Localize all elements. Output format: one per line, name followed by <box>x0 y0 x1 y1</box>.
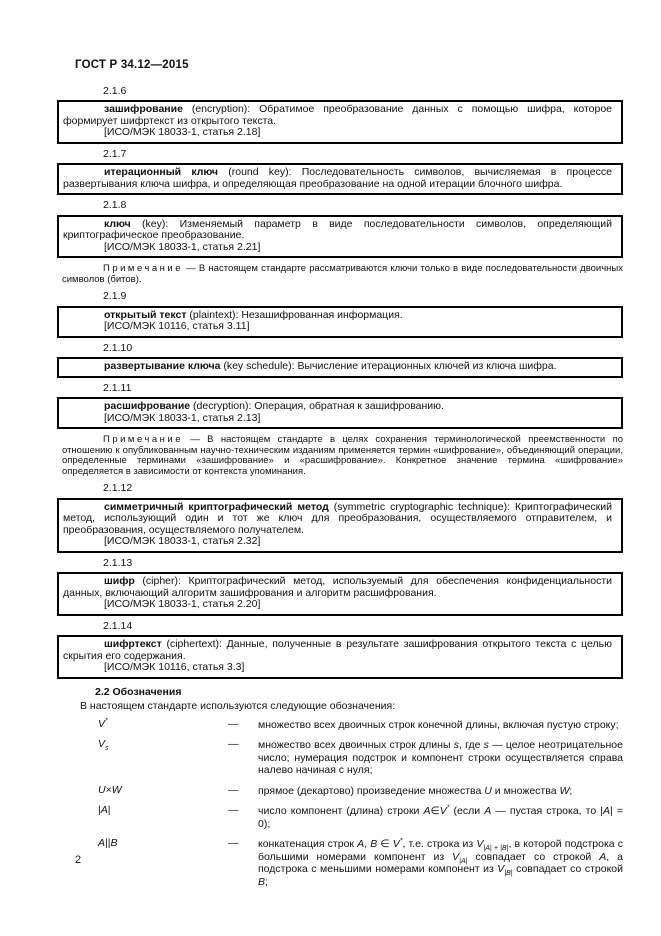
definition-body: (key): Изменяемый параметр в виде последовательности символов, определяющий криптографическое преобразование. <box>63 217 612 241</box>
definition-box <box>57 100 623 144</box>
note <box>62 435 623 477</box>
notation-description <box>258 805 623 830</box>
text-segment: B <box>258 875 266 888</box>
definition-term: ключ <box>104 217 131 230</box>
text-segment: * <box>446 804 450 812</box>
text-segment: , где <box>458 739 484 751</box>
notation-row <box>57 785 623 798</box>
definition-source: [ИСО/МЭК 10116, статья 3.3] <box>104 661 245 673</box>
definition-body: (plaintext): Незашифрованная информация. <box>186 308 403 321</box>
definition-box <box>57 357 623 378</box>
definition-body: (encryption): Обратимое преобразование данных с помощью шифра, которое формирует шифртекст из открытого текста. <box>63 103 612 127</box>
text-segment: A <box>100 804 108 816</box>
notation-description <box>258 838 623 888</box>
clause-number: 2.1.7 <box>103 147 127 160</box>
text-segment: ; <box>265 875 268 888</box>
clause-number: 2.1.13 <box>103 556 133 569</box>
definition-term: расшифрование <box>104 400 191 412</box>
notation-symbol <box>98 739 228 777</box>
definition-body: (round key): Последовательность символов, вычисляемая в процессе развертывания ключа шифра, и определяющая преобразование на одной итерации блочного шифра. <box>63 166 612 190</box>
document-title: ГОСТ Р 34.12—2015 <box>75 59 189 71</box>
definition-term: итерационный ключ <box>104 166 219 178</box>
clause-number: 2.1.11 <box>103 381 132 394</box>
text-segment: || <box>105 837 111 849</box>
definition-source: [ИСО/МЭК 18033-1, статья 2.21] <box>104 240 261 253</box>
text-segment: A <box>603 805 611 817</box>
text-segment: V <box>392 838 400 850</box>
clause-number: 2.1.14 <box>103 619 133 632</box>
text-segment: U <box>98 783 106 796</box>
text-segment: множество всех двоичных строк длины <box>258 739 454 751</box>
text-segment: V <box>497 863 505 875</box>
text-segment: A <box>484 805 492 817</box>
text-segment: множество всех двоичных строк конечной длины, включая пустую строку; <box>258 718 619 731</box>
definition-box <box>57 397 623 429</box>
definition-source: [ИСО/МЭК 18033-1, статья 2.13] <box>104 411 261 424</box>
definition-text <box>63 167 612 190</box>
definition-term: шифртекст <box>104 638 162 650</box>
text-segment: * <box>399 837 403 845</box>
text-segment: A <box>423 805 431 817</box>
text-segment: | = 0); <box>258 805 623 830</box>
text-segment: A <box>357 838 365 850</box>
notation-row <box>57 838 623 888</box>
definition-box <box>57 215 623 259</box>
definition-text <box>63 502 612 537</box>
definition-body: (ciphertext): Данные, полученные в результате зашифрования открытого текста с целью скрытия его содержания. <box>63 638 612 662</box>
text-segment: | <box>107 804 111 816</box>
definition-term: развертывание ключа <box>104 360 221 372</box>
notation-symbol <box>98 719 228 732</box>
notation-row <box>57 719 623 732</box>
definition-box <box>57 635 623 679</box>
text-segment: * <box>105 717 108 724</box>
text-segment: — пустая строка, то | <box>491 805 604 817</box>
text-segment: V <box>98 717 106 730</box>
clause-number: 2.1.8 <box>103 199 127 211</box>
text-segment: ∈ <box>430 805 440 817</box>
text-segment: ∈ <box>377 838 393 850</box>
definition-source: [ИСО/МЭК 18033-1, статья 2.18] <box>104 126 261 138</box>
notation-symbol <box>98 785 228 798</box>
definition-body: (key schedule): Вычисление итерационных ключей из ключа шифра. <box>220 360 557 372</box>
text-segment: B <box>110 837 118 849</box>
text-segment: число компонент (длина) строки <box>258 805 424 817</box>
definition-term: шифр <box>104 575 135 587</box>
text-segment: V <box>452 850 460 863</box>
definition-text <box>63 361 612 373</box>
definition-source: [ИСО/МЭК 10116, статья 3.11] <box>104 320 250 332</box>
notation-dash: — <box>228 783 239 796</box>
definition-text <box>63 401 612 413</box>
notation-symbol <box>98 838 228 888</box>
text-segment: |B| <box>504 870 513 878</box>
page-content <box>57 60 623 896</box>
text-segment: прямое (декартово) произведение множества <box>258 784 485 797</box>
text-segment: A <box>98 837 106 849</box>
note-label: Примечание <box>103 263 183 274</box>
text-segment: W <box>111 783 122 796</box>
text-segment: |A| + |B| <box>483 845 509 853</box>
definition-term: открытый текст <box>104 308 187 321</box>
text-segment: конкатенация строк <box>258 838 358 850</box>
definition-source: [ИСО/МЭК 18033-1, статья 2.32] <box>104 535 261 547</box>
notation-dash: — <box>228 837 239 849</box>
clause-number: 2.1.9 <box>103 290 127 302</box>
definition-box <box>57 163 623 195</box>
notation-description <box>258 785 623 798</box>
definition-term: зашифрование <box>104 103 183 115</box>
text-segment: , <box>364 838 371 850</box>
text-segment: W <box>559 784 570 797</box>
notation-dash: — <box>228 804 239 816</box>
page-number: 2 <box>75 854 82 866</box>
notation-description <box>258 719 623 732</box>
notation-dash: — <box>228 738 239 750</box>
text-segment: и множества <box>491 784 560 797</box>
text-segment: — целое неотрицательное число; нумерация подстрок и компонент строки осуществляется справа налево начиная с нуля; <box>258 739 623 776</box>
section-heading: 2.2 Обозначения <box>95 685 182 698</box>
note-text: — В настоящем стандарте в целях сохранения терминологической преемственности по отношению к опубликованным научно-техническим изданиям применяется термин «шифрование», объединяющий операции, определенные терминами «зашифрование» и «расшифрование». Конкретное значение термина «шифрование» определяется в зависимости от контекста упоминания. <box>62 434 623 477</box>
notation-symbol <box>98 805 228 830</box>
notation-row <box>57 805 623 830</box>
notation-description <box>258 739 623 777</box>
text-segment: , в которой подстрока с большими номерами компонент из <box>258 838 624 863</box>
text-segment: B <box>370 838 378 850</box>
note <box>62 264 623 285</box>
text-segment: совпадает со строкой <box>467 850 600 863</box>
text-segment: V <box>98 738 106 750</box>
definition-text <box>63 576 612 599</box>
definition-box <box>57 498 623 553</box>
notation-row <box>57 739 623 777</box>
text-segment: | <box>98 804 101 816</box>
clause-number: 2.1.12 <box>103 482 133 494</box>
text-segment: s <box>483 739 489 751</box>
definition-text <box>63 104 612 127</box>
definition-text <box>63 219 612 242</box>
text-segment: U <box>484 784 492 797</box>
note-text: — В настоящем стандарте рассматриваются ключи только в виде последовательности двоичных символов (битов). <box>62 263 623 285</box>
text-segment: V <box>476 838 484 850</box>
notation-list <box>57 719 623 889</box>
definition-body: (cipher): Криптографический метод, используемый для обеспечения конфиденциальности данных, включающий алгоритм зашифрования и алгоритм расшифрования. <box>63 575 612 599</box>
notation-dash: — <box>228 717 239 730</box>
text-segment: × <box>105 783 112 796</box>
definition-box <box>57 306 623 338</box>
definition-box <box>57 572 623 616</box>
text-segment: совпадает со строкой <box>512 863 623 875</box>
text-segment: , т.е. строка из <box>402 838 477 850</box>
text-segment: ; <box>569 784 573 797</box>
clause-number: 2.1.6 <box>103 84 127 97</box>
text-segment: s <box>105 745 109 753</box>
definition-source: [ИСО/МЭК 18033-1, статья 2.20] <box>104 598 261 610</box>
text-segment: s <box>453 739 459 751</box>
text-segment: , а подстрока с меньшими номерами компонент из <box>258 850 623 875</box>
definition-body: (decryption): Операция, обратная к зашифрованию. <box>190 400 444 412</box>
text-segment: A <box>599 850 607 863</box>
note-label: Примечание <box>103 434 183 445</box>
text-segment: V <box>439 805 447 817</box>
text-segment: |A| <box>459 857 468 865</box>
clause-number: 2.1.10 <box>103 341 133 354</box>
definition-term: симметричный криптографический метод <box>104 500 329 513</box>
definition-text <box>63 639 612 662</box>
text-segment: (если <box>449 805 485 817</box>
definition-body: (symmetric cryptographic technique): Криптографический метод, использующий один и тот же ключ для преобразования, осуществляемого отправителем, и преобразования, осуществляемого получателем. <box>63 500 612 536</box>
section-intro: В настоящем стандарте используются следующие обозначения: <box>80 700 396 712</box>
